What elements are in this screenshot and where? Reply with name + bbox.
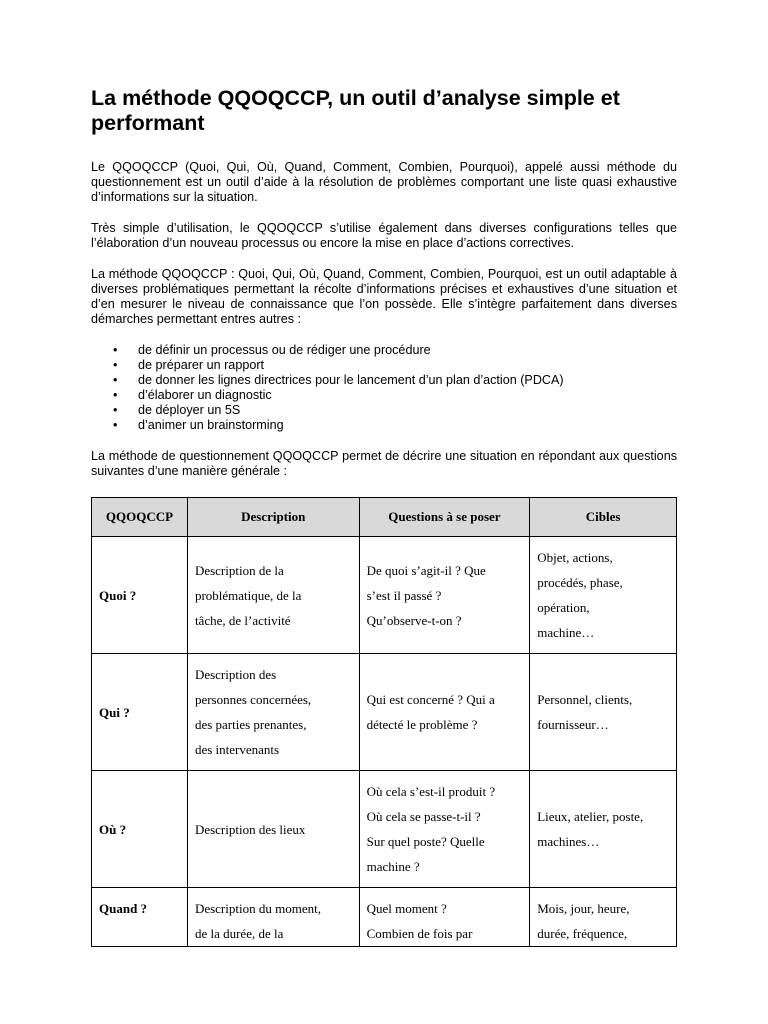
cell-cibles: Mois, jour, heure, durée, fréquence, [530, 888, 677, 947]
list-item: • d’animer un brainstorming [113, 418, 284, 432]
list-item: • de préparer un rapport [113, 358, 265, 372]
cell-questions: Qui est concerné ? Qui a détecté le problème ? [359, 654, 530, 771]
cell-cibles: Lieux, atelier, poste, machines… [530, 771, 677, 888]
cell-cibles: Objet, actions, procédés, phase, opération, machine… [530, 537, 677, 654]
cell-description: Description du moment, de la durée, de la [187, 888, 359, 947]
cell-questions: De quoi s’agit-il ? Que s’est il passé ? Qu’observe-t-on ? [359, 537, 530, 654]
cell-cibles: Personnel, clients, fournisseur… [530, 654, 677, 771]
table-row [92, 654, 677, 771]
cell-description: Description des personnes concernées, des parties prenantes, des intervenants [187, 654, 359, 771]
bullet-list [91, 343, 677, 433]
cell-questions: Où cela s’est-il produit ? Où cela se passe-t-il ? Sur quel poste? Quelle machine ? [359, 771, 530, 888]
bullet-icon: • [113, 403, 118, 417]
table-row [92, 888, 677, 947]
list-item: • de déployer un 5S [113, 403, 241, 417]
cell-description: Description des lieux [187, 771, 359, 888]
bullet-icon: • [113, 418, 118, 432]
header-qqoqccp: QQOQCCP [92, 498, 188, 537]
row-label: Où ? [92, 771, 188, 888]
qqoqccp-table [91, 497, 677, 947]
paragraph-table-intro: La méthode de questionnement QQOQCCP permet de décrire une situation en répondant aux questions suivantes d’une manière générale : [91, 449, 677, 478]
row-label: Quoi ? [92, 537, 188, 654]
header-cibles: Cibles [530, 498, 677, 537]
paragraph-usage: Très simple d’utilisation, le QQOQCCP s’utilise également dans diverses configurations telles que l’élaboration d’un nouveau processus ou encore la mise en place d’actions correctives. [91, 221, 677, 250]
bullet-icon: • [113, 343, 118, 357]
bullet-icon: • [113, 388, 118, 402]
paragraph-intro: Le QQOQCCP (Quoi, Qui, Où, Quand, Comment, Combien, Pourquoi), appelé aussi méthode du questionnement est un outil d’aide à la résolution de problèmes comportant une liste quasi exhaustive d’informations sur la situation. [91, 160, 677, 204]
document-page [91, 86, 677, 947]
bullet-icon: • [113, 358, 118, 372]
paragraph-method: La méthode QQOQCCP : Quoi, Qui, Où, Quand, Comment, Combien, Pourquoi, est un outil adaptable à diverses problématiques permettant la récolte d’informations précises et exhaustives d’une situation et d’en mesurer le niveau de connaissance que l’on possède. Elle s’intègre parfaitement dans diverses démarches permettant entres autres : [91, 267, 677, 326]
cell-description: Description de la problématique, de la tâche, de l’activité [187, 537, 359, 654]
header-questions: Questions à se poser [359, 498, 530, 537]
table-header-row [92, 498, 677, 537]
list-item: • d’élaborer un diagnostic [113, 388, 272, 402]
table-row [92, 537, 677, 654]
bullet-icon: • [113, 373, 118, 387]
row-label: Quand ? [92, 888, 188, 947]
document-title: La méthode QQOQCCP, un outil d’analyse simple et performant [91, 86, 620, 135]
list-item: • de donner les lignes directrices pour le lancement d’un plan d’action (PDCA) [113, 373, 564, 387]
table-row [92, 771, 677, 888]
cell-questions: Quel moment ? Combien de fois par [359, 888, 530, 947]
header-description: Description [187, 498, 359, 537]
list-item: • de définir un processus ou de rédiger une procédure [113, 343, 431, 357]
row-label: Qui ? [92, 654, 188, 771]
